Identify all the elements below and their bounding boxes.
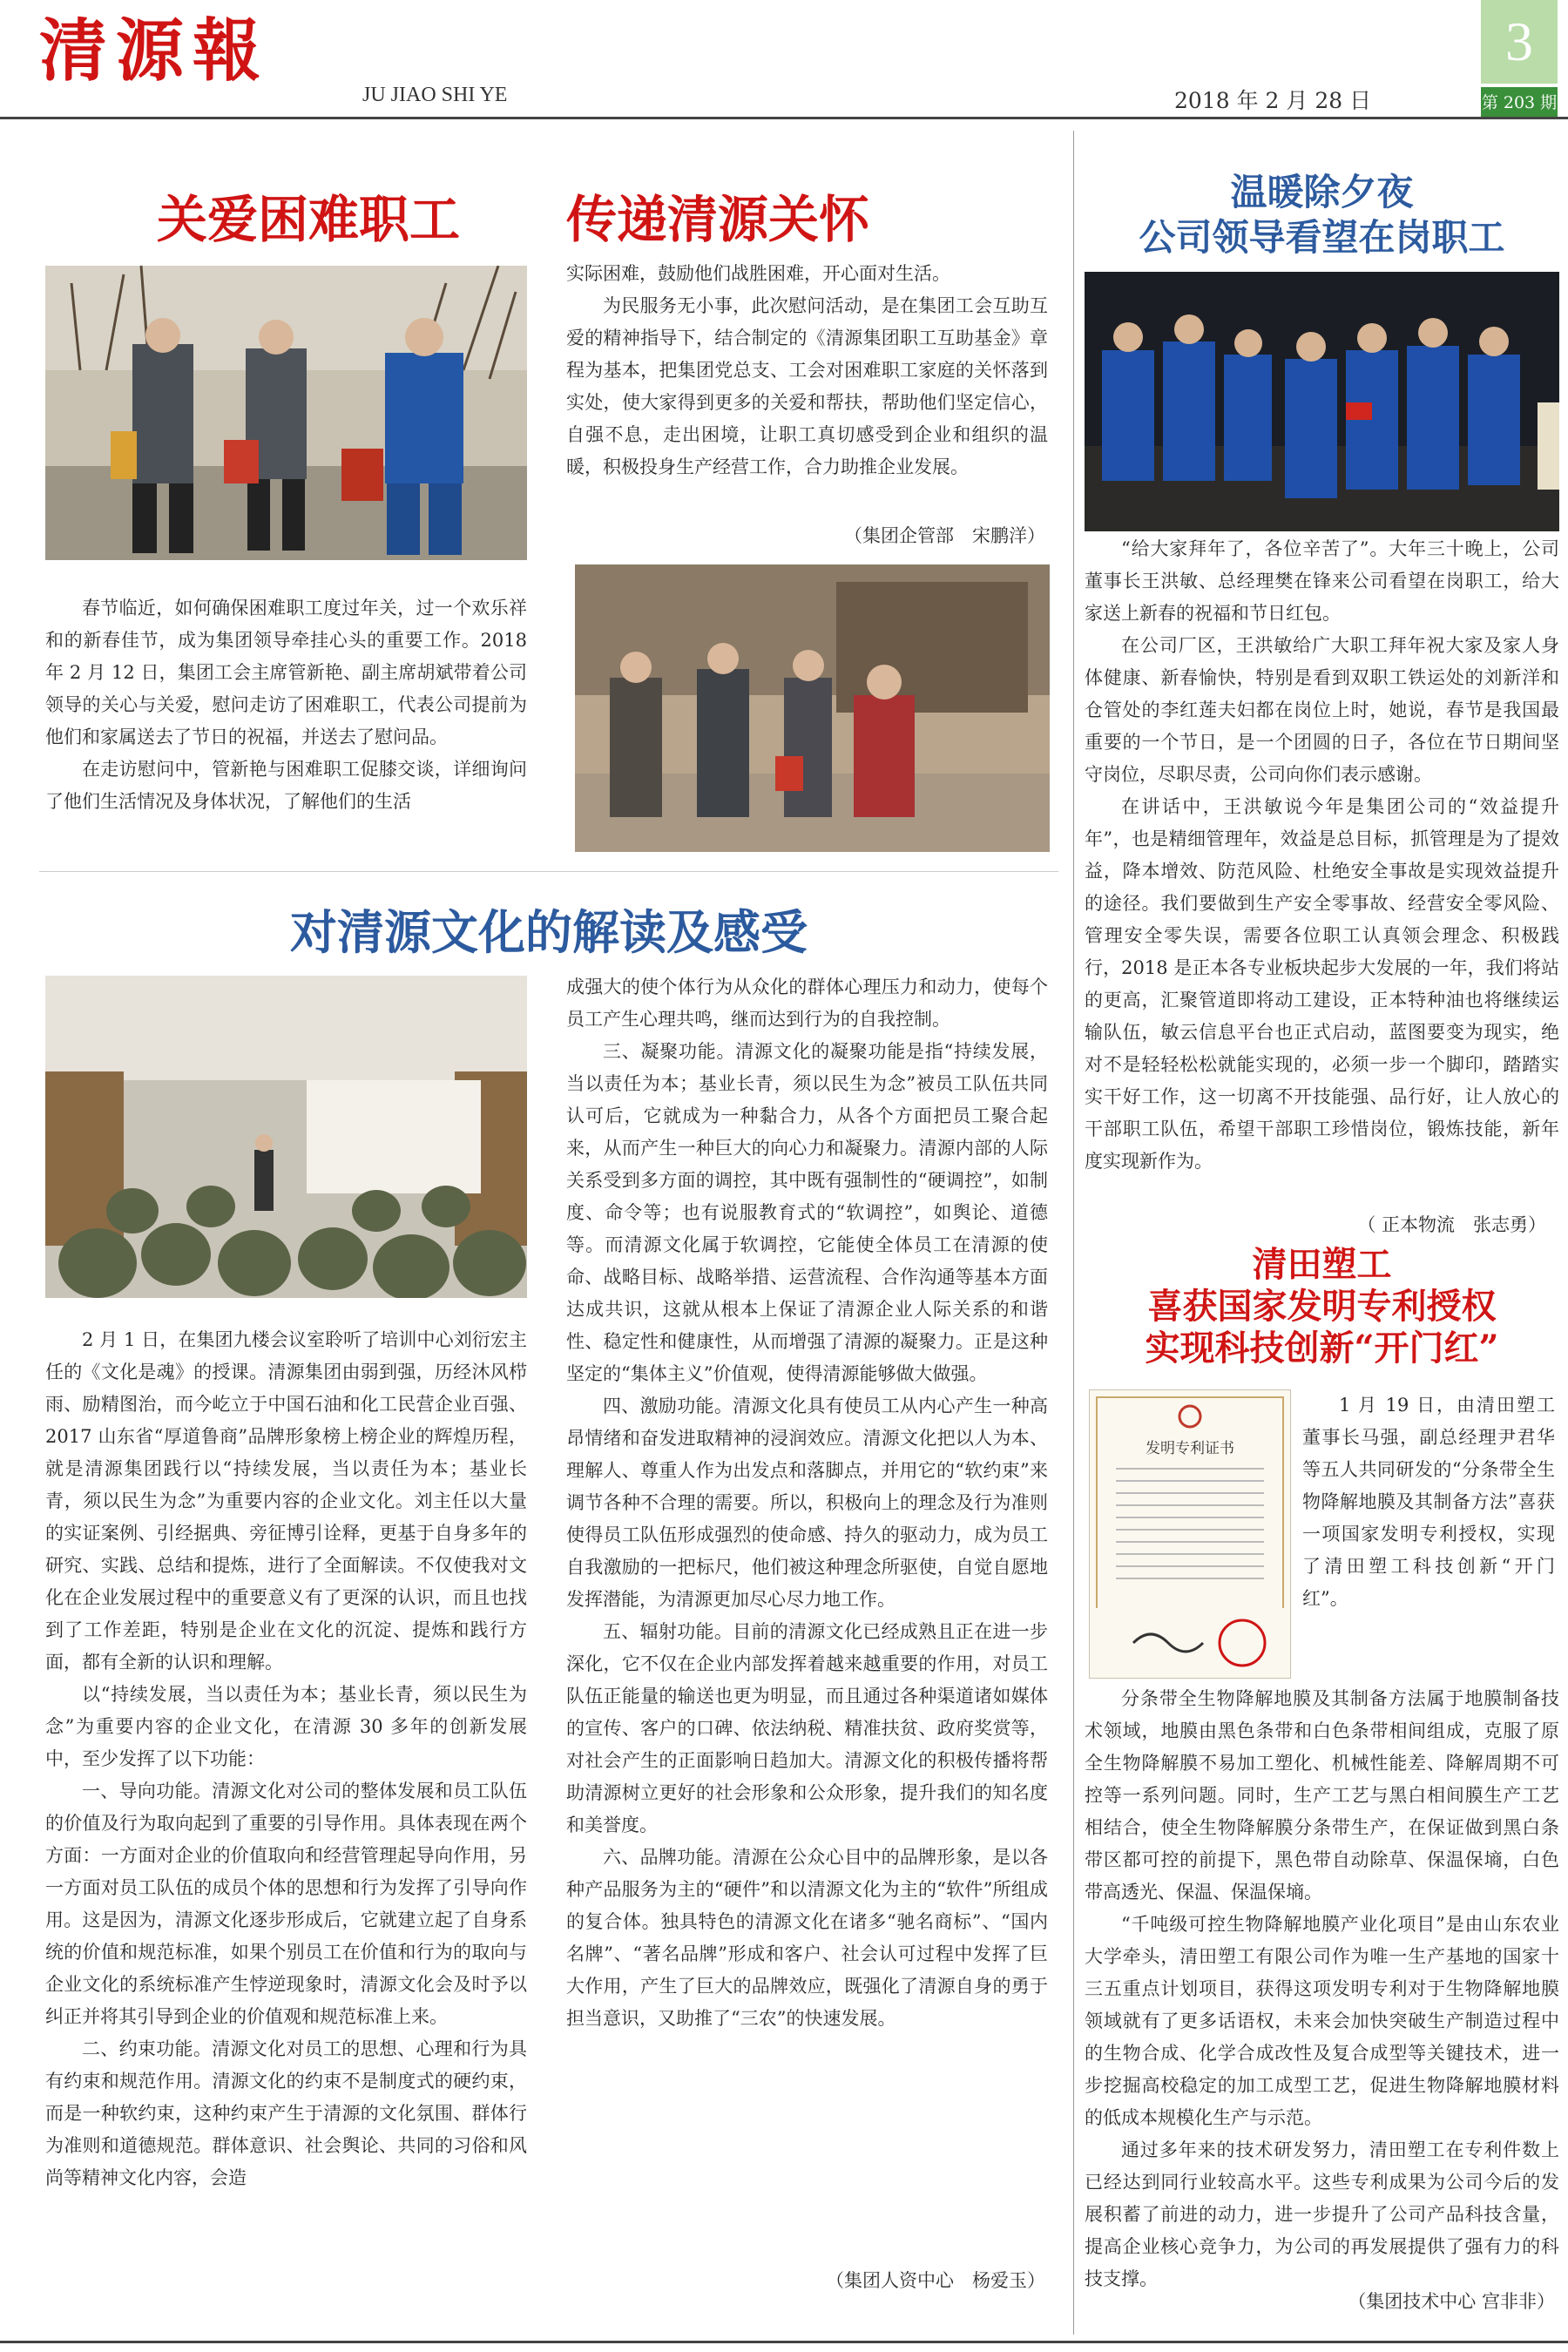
masthead-pinyin: JU JIAO SHI YE: [362, 84, 508, 106]
footer-rule: [0, 2341, 1568, 2343]
article3-headline-line1: 温暖除夕夜: [1230, 171, 1414, 213]
article4-headline-line1: 清田塑工: [1252, 1244, 1392, 1285]
article3-paragraph: 在公司厂区，王洪敏给广大职工拜年祝大家及家人身体健康、新春愉快，特别是看到双职工铁运处的刘新洋和仓管处的李红莲夫妇都在岗位上时，她说，春节是我国最重要的一个节日，是一个团圆的日子，各位在节日期间坚守岗位，尽职尽责，公司向你们表示感谢。: [1085, 635, 1559, 785]
certificate-photo: [1089, 1389, 1291, 1679]
article4-paragraph: “千吨级可控生物降解地膜产业化项目”是由山东农业大学牵头，清田塑工有限公司作为唯一生产基地的国家十三五重点计划项目，获得这项发明专利对于生物降解地膜领域就有了更多话语权，未来会加快突破生产制造过程中的生物合成、化学合成改性及复合成型等关键技术，进一步挖掘高校稳定的加工成型工艺，促进生物降解地膜材料的低成本规模化生产与示范。: [1085, 1914, 1559, 2128]
article1-right-text: [566, 258, 1048, 483]
meeting-photo: [45, 976, 527, 1298]
certificate-title: 发明专利证书: [1146, 1440, 1234, 1457]
article2-col2: [566, 971, 1048, 2035]
article1-signature: （集团企管部 宋鹏洋）: [844, 525, 1045, 546]
article4-lead-paragraph: 1 月 19 日，由清田塑工董事长马强，副总经理尹君华等五人共同研发的“分条带全生物降解地膜及其制备方法”喜获一项国家发明专利授权，实现了清田塑工科技创新“开门红”。: [1302, 1395, 1555, 1609]
article4-paragraph: 通过多年来的技术研发努力，清田塑工在专利件数上已经达到同行业较高水平。这些专利成果为公司今后的发展积蓄了前进的动力，进一步提升了公司产品科技含量，提高企业核心竞争力，为公司的再发展提供了强有力的科技支撑。: [1085, 2139, 1559, 2289]
article1-left-paragraph: 春节临近，如何确保困难职工度过年关，过一个欢乐祥和的新春佳节，成为集团领导牵挂心头的重要工作。2018 年 2 月 12 日，集团工会主席管新艳、副主席胡斌带着公司领导的关心与关爱，慰问走访了困难职工，代表公司提前为他们和家属送去了节日的祝福，并送去了慰问品。: [45, 598, 527, 747]
article4-headline-line2: 喜获国家发明专利授权: [1147, 1286, 1497, 1327]
article2-paragraph: 六、品牌功能。清源在公众心目中的品牌形象，是以各种产品服务为主的“硬件”和以清源文化为主的“软件”所组成的复合体。独具特色的清源文化在诸多“驰名商标”、“国内名牌”、“著名品牌”形成和客户、社会认可过程中发挥了巨大作用，产生了巨大的品牌效应，既强化了清源自身的勇于担当意识，又助推了“三农”的快速发展。: [566, 1847, 1048, 2029]
article2-paragraph: 二、约束功能。清源文化对员工的思想、心理和行为具有约束和规范作用。清源文化的约束不是制度式的硬约束，而是一种软约束，这种约束产生于清源的文化氛围、群体行为准则和道德规范。群体意识、社会舆论、共同的习俗和风尚等精神文化内容，会造: [45, 2038, 527, 2188]
article3-paragraph: “给大家拜年了，各位辛苦了”。大年三十晚上，公司董事长王洪敏、总经理樊在锋来公司看望在岗职工，给大家送上新春的祝福和节日红包。: [1085, 538, 1559, 624]
article4-headline-line3: 实现科技创新“开门红”: [1145, 1328, 1499, 1369]
article2-paragraph: 三、凝聚功能。清源文化的凝聚功能是指“持续发展，当以责任为本；基业长青，须以民生为念”被员工队伍共同认可后，它就成为一种黏合力，从各个方面把员工聚合起来，从而产生一种巨大的向心力和凝聚力。清源内部的人际关系受到多方面的调控，其中既有强制性的“硬调控”，如制度、命令等；也有说服教育式的“软调控”，如舆论、道德等。而清源文化属于软调控，它能使全体员工在清源的使命、战略目标、战略举措、运营流程、合作沟通等基本方面达成共识，这就从根本上保证了清源企业人际关系的和谐性、稳定性和健康性，从而增强了清源的凝聚力。正是这种坚定的“集体主义”价值观，使得清源能够做大做强。: [566, 1041, 1048, 1384]
article4-signature: （集团技术中心 宫非非）: [1348, 2291, 1555, 2312]
article2-headline: 对清源文化的解读及感受: [290, 904, 808, 960]
newspaper-logo: 清源報: [39, 11, 270, 91]
article4-text: [1085, 1683, 1559, 2295]
issue-number: 第 203 期: [1481, 87, 1558, 118]
article1-left-text: [45, 592, 527, 818]
column-divider: [1073, 131, 1074, 2335]
article2-paragraph: 以“持续发展，当以责任为本；基业长青，须以民生为念”为重要内容的企业文化，在清源 30 多年的创新发展中，至少发挥了以下功能：: [45, 1684, 527, 1769]
article1-headline-left: 关爱困难职工: [157, 190, 461, 249]
issue-date: 2018 年 2 月 28 日: [1174, 88, 1372, 113]
article3-headline: [1085, 170, 1559, 260]
article3-signature: （ 正本物流 张志勇）: [1357, 1214, 1546, 1235]
article4-headline: [1085, 1244, 1559, 1369]
article2-col1: [45, 1324, 527, 2194]
article1-right-continued: 实际困难，鼓励他们战胜困难，开心面对生活。: [566, 263, 950, 284]
article1-right-paragraph: 为民服务无小事，此次慰问活动，是在集团工会互助互爱的精神指导下，结合制定的《清源集团职工互助基金》章程为基本，把集团党总支、工会对困难职工家庭的关怀落到实处，使大家得到更多的关爱和帮扶，帮助他们坚定信心，自强不息，走出困境，让职工真切感受到企业和组织的温暖，积极投身生产经营工作，合力助推企业发展。: [566, 295, 1048, 477]
page-number: 3: [1481, 0, 1558, 84]
article3-headline-line2: 公司领导看望在岗职工: [1139, 216, 1505, 259]
visit-home-photo: [575, 564, 1050, 852]
night-visit-photo: [1085, 272, 1559, 531]
article2-paragraph: 四、激励功能。清源文化具有使员工从内心产生一种高昂情绪和奋发进取精神的浸润效应。清源文化把以人为本、理解人、尊重人作为出发点和落脚点，并用它的“软约束”来调节各种不合理的需要。所以，积极向上的理念及行为准则使得员工队伍形成强烈的使命感、持久的驱动力，成为员工自我激励的一把标尺，他们被这种理念所驱使，自觉自愿地发挥潜能，为清源更加尽心尽力地工作。: [566, 1396, 1048, 1610]
article4-paragraph: 分条带全生物降解地膜及其制备方法属于地膜制备技术领域，地膜由黑色条带和白色条带相间组成，克服了原全生物降解膜不易加工塑化、机械性能差、降解周期不可控等一系列问题。同时，生产工艺与黑白相间膜生产工艺相结合，使全生物降解膜分条带生产，在保证做到黑白条带区都可控的前提下，黑色带自动除草、保温保墒，白色带高透光、保温、保温保墒。: [1085, 1688, 1559, 1903]
article2-paragraph: 2 月 1 日，在集团九楼会议室聆听了培训中心刘衍宏主任的《文化是魂》的授课。清源集团由弱到强，历经沐风栉雨、励精图治，而今屹立于中国石油和化工民营企业百强、2017 山东省“厚道鲁商”品牌形象榜上榜企业的辉煌历程，就是清源集团践行以“持续发展，当以责任为本；基业长青，须以民生为念”为重要内容的企业文化。刘主任以大量的实证案例、引经据典、旁征博引诠释，更基于自身多年的研究、实践、总结和提炼，进行了全面解读。不仅使我对文化在企业发展过程中的重要意义有了更深的认识，而且也找到了工作差距，特别是企业在文化的沉淀、提炼和践行方面，都有全新的认识和理解。: [45, 1329, 527, 1673]
section-divider: [39, 871, 1058, 872]
article4-lead: [1302, 1389, 1555, 1615]
article1-left-paragraph: 在走访慰问中，管新艳与困难职工促膝交谈，详细询问了他们生活情况及身体状况，了解他们的生活: [45, 759, 527, 812]
visit-walk-photo: [45, 266, 527, 560]
article2-col2-continued: 成强大的使个体行为从众化的群体心理压力和动力，使每个员工产生心理共鸣，继而达到行为的自我控制。: [566, 977, 1048, 1030]
article3-text: [1085, 533, 1559, 1178]
article2-signature: （集团人资中心 杨爱玉）: [826, 2270, 1045, 2291]
article3-paragraph: 在讲话中，王洪敏说今年是集团公司的“效益提升年”，也是精细管理年，效益是总目标，抓管理是为了提效益，降本增效、防范风险、杜绝安全事故是实现效益提升的途径。我们要做到生产安全零事故、经营安全零风险、管理安全零失误，需要各位职工认真领会理念、积极践行，2018 是正本各专业板块起步大发展的一年，我们将站的更高，汇聚管道即将动工建设，正本特种油也将继续运输队伍，敏云信息平台也正式启动，蓝图要变为现实，绝对不是轻轻松松就能实现的，必须一步一个脚印，踏踏实实干好工作，这一切离不开技能强、品行好，让人放心的干部职工队伍，希望干部职工珍惜岗位，锻炼技能，新年度实现新作为。: [1085, 796, 1559, 1172]
article2-paragraph: 五、辐射功能。目前的清源文化已经成熟且正在进一步深化，它不仅在企业内部发挥着越来越重要的作用，对员工队伍正能量的输送也更为明显，而且通过各种渠道诸如媒体的宣传、客户的口碑、依法纳税、精准扶贫、政府奖赏等，对社会产生的正面影响日趋加大。清源文化的积极传播将帮助清源树立更好的社会形象和公众形象，提升我们的知名度和美誉度。: [566, 1621, 1048, 1835]
masthead-rule: [0, 117, 1568, 119]
article2-paragraph: 一、导向功能。清源文化对公司的整体发展和员工队伍的价值及行为取向起到了重要的引导作用。具体表现在两个方面：一方面对企业的价值取向和经营管理起导向作用，另一方面对员工队伍的成员个体的思想和行为发挥了引导向作用。这是因为，清源文化逐步形成后，它就建立起了自身系统的价值和规范标准，如果个别员工在价值和行为的取向与企业文化的系统标准产生悖逆现象时，清源文化会及时予以纠正并将其引导到企业的价值观和规范标准上来。: [45, 1781, 527, 2027]
article1-headline-right: 传递清源关怀: [566, 190, 870, 249]
